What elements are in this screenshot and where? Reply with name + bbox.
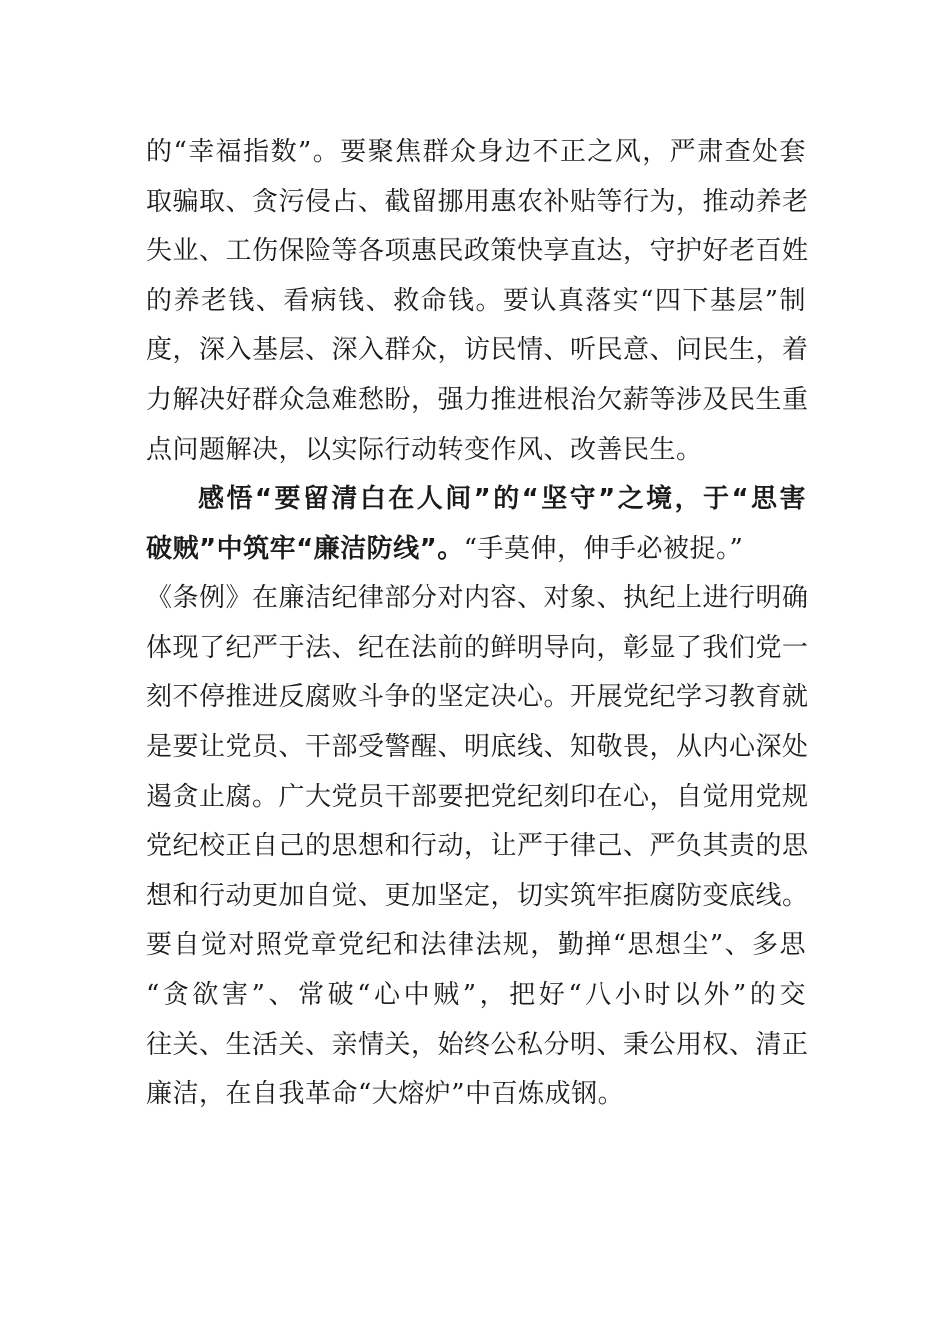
text-line: “手莫伸，伸手必被捉。”: [463, 533, 744, 564]
paragraph-integrity: [146, 475, 809, 1120]
text-line: 要自觉对照党章党纪和法律法规，勤掸“思想尘”、多思: [146, 930, 806, 961]
section-heading-line: 破贼”中筑牢“廉洁防线”。: [146, 533, 464, 564]
text-line: 是要让党员、干部受警醒、明底线、知敬畏，从内心深处: [146, 731, 809, 762]
text-line: 体现了纪严于法、纪在法前的鲜明导向，彰显了我们党一: [146, 632, 809, 663]
mixed-heading-line: [146, 525, 806, 575]
paragraph-livelihood: [146, 128, 809, 475]
text-line: 点问题解决，以实际行动转变作风、改善民生。: [146, 434, 703, 465]
text-line: 想和行动更加自觉、更加坚定，切实筑牢拒腐防变底线。: [146, 880, 809, 911]
text-line: 取骗取、贪污侵占、截留挪用惠农补贴等行为，推动养老: [146, 186, 809, 217]
text-line: 廉洁，在自我革命“大熔炉”中百炼成钢。: [146, 1079, 625, 1110]
text-line: 度，深入基层、深入群众，访民情、听民意、问民生，着: [146, 335, 809, 366]
text-line: 刻不停推进反腐败斗争的坚定决心。开展党纪学习教育就: [146, 682, 809, 713]
text-line: 遏贪止腐。广大党员干部要把党纪刻印在心，自觉用党规: [146, 781, 809, 812]
text-line: 党纪校正自己的思想和行动，让严于律己、严负其责的思: [146, 831, 809, 862]
text-line: 《条例》在廉洁纪律部分对内容、对象、执纪上进行明确: [146, 583, 809, 614]
text-line: “贪欲害”、常破“心中贼”，把好“八小时以外”的交: [146, 979, 806, 1010]
text-line: 往关、生活关、亲情关，始终公私分明、秉公用权、清正: [146, 1029, 809, 1060]
section-heading-line: 感悟“要留清白在人间”的“坚守”之境，于“思害: [198, 484, 806, 514]
text-line: 的养老钱、看病钱、救命钱。要认真落实“四下基层”制: [146, 285, 806, 316]
text-line: 的“幸福指数”。要聚焦群众身边不正之风，严肃查处套: [146, 137, 806, 167]
text-line: 力解决好群众急难愁盼，强力推进根治欠薪等涉及民生重: [146, 384, 809, 415]
text-line: 失业、工伤保险等各项惠民政策快享直达，守护好老百姓: [146, 236, 809, 267]
